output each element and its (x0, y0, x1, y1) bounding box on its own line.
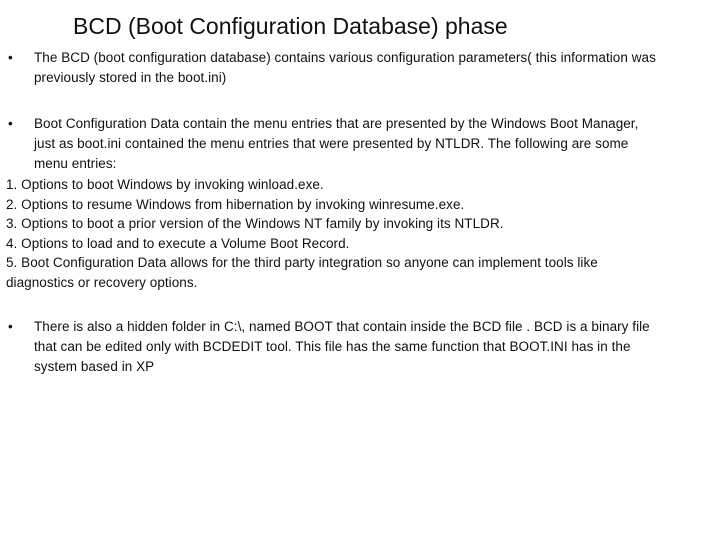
list-item: diagnostics or recovery options. (6, 275, 198, 290)
bullet-2-line-2: just as boot.ini contained the menu entries that were presented by NTLDR. The following are some (34, 136, 629, 151)
bullet-marker: • (8, 116, 13, 131)
list-item: 1. Options to boot Windows by invoking winload.exe. (6, 177, 324, 192)
bullet-2-line-1: Boot Configuration Data contain the menu entries that are presented by the Windows Boot Manager, (34, 116, 639, 131)
list-item: 3. Options to boot a prior version of the Windows NT family by invoking its NTLDR. (6, 216, 504, 232)
bullet-3-line-3: system based in XP (34, 359, 155, 374)
bullet-3-text (34, 317, 714, 377)
list-item: 5. Boot Configuration Data allows for the third party integration so anyone can implement tools like (6, 255, 598, 271)
bullet-3-line-1: There is also a hidden folder in C:\, named BOOT that contain inside the BCD file . BCD is a binary file (34, 319, 650, 334)
bullet-1-text (34, 48, 714, 88)
bullet-1-line-2: previously stored in the boot.ini) (34, 70, 227, 85)
bullet-2-text (34, 114, 714, 174)
bullet-marker: • (8, 319, 13, 334)
bullet-marker: • (8, 50, 13, 65)
bullet-2-line-3: menu entries: (34, 156, 117, 171)
slide-title: BCD (Boot Configuration Database) phase (73, 13, 508, 39)
list-item: 4. Options to load and to execute a Volume Boot Record. (6, 235, 350, 251)
bullet-1-line-1: The BCD (boot configuration database) contains various configuration parameters( this information was (34, 50, 656, 65)
bullet-3-line-2: that can be edited only with BCDEDIT tool. This file has the same function that BOOT.INI has in the (34, 339, 631, 354)
list-item: 2. Options to resume Windows from hibernation by invoking winresume.exe. (6, 196, 465, 212)
